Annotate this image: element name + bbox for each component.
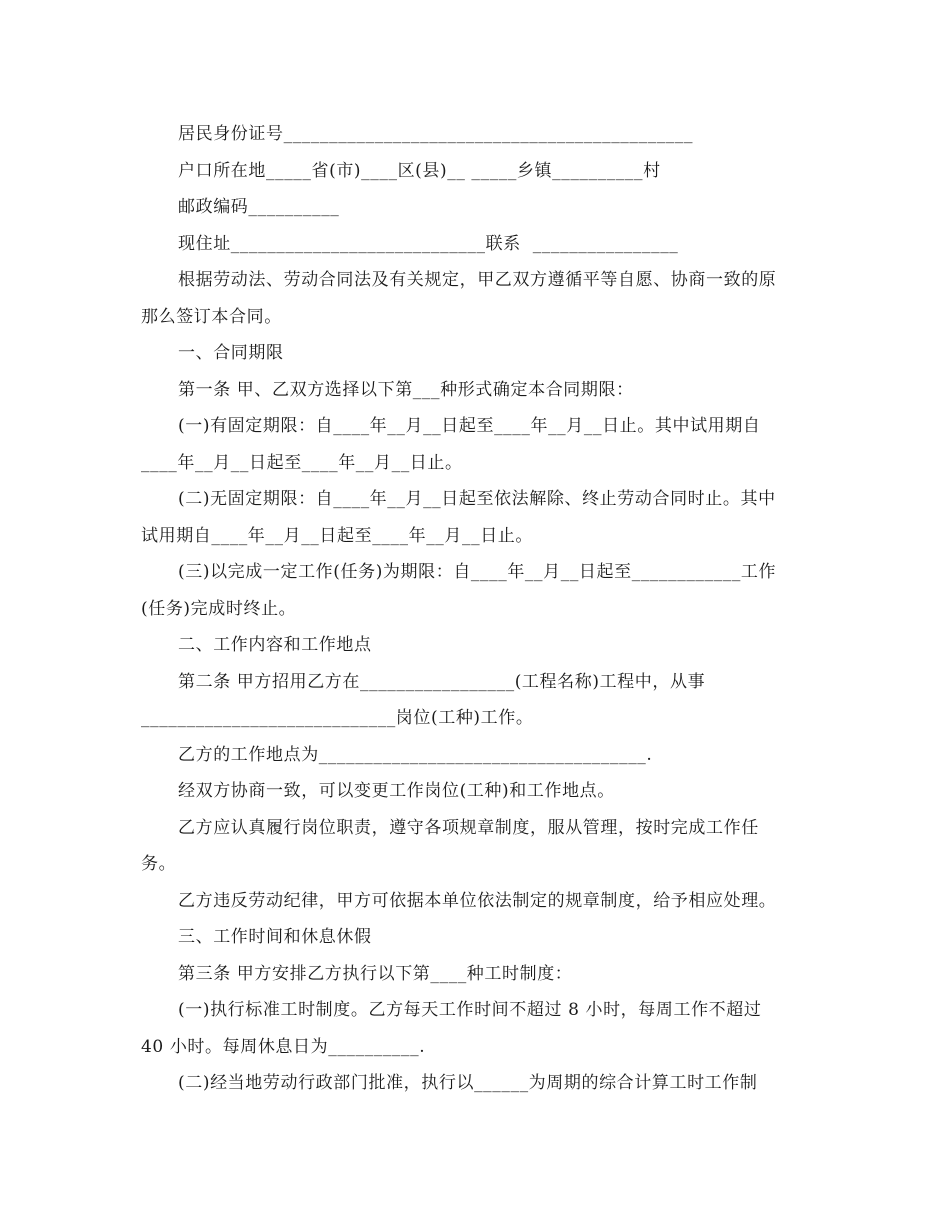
document-line: (二)经当地劳动行政部门批准，执行以______为周期的综合计算工时工作制 <box>178 1073 758 1093</box>
document-line: 一、合同期限 <box>178 343 284 363</box>
document-line: 邮政编码__________ <box>178 197 340 217</box>
document-line: 乙方的工作地点为____________________________________. <box>178 744 653 765</box>
document-line: 户口所在地_____省(市)____区(县)__ _____乡镇__________村 <box>178 160 661 181</box>
document-line: 经双方协商一致，可以变更工作岗位(工种)和工作地点。 <box>178 781 615 801</box>
document-line: ____年__月__日起至____年__月__日止。 <box>141 452 463 473</box>
document-line: 第二条 甲方招用乙方在_________________(工程名称)工程中，从事 <box>178 671 706 692</box>
document-line: (二)无固定期限：自____年__月__日起至依法解除、终止劳动合同时止。其中 <box>178 489 776 509</box>
document-line: 乙方违反劳动纪律，甲方可依据本单位依法制定的规章制度，给予相应处理。 <box>178 890 777 911</box>
document-line: 三、工作时间和休息休假 <box>178 927 372 947</box>
document-line: 试用期自____年__月__日起至____年__月__日止。 <box>141 525 533 546</box>
document-line: 40 小时。每周休息日为__________. <box>141 1036 426 1057</box>
document-line: (三)以完成一定工作(任务)为期限：自____年__月__日起至____________工作 <box>178 562 777 582</box>
document-line: (一)执行标准工时制度。乙方每天工作时间不超过 8 小时，每周工作不超过 <box>178 1000 762 1020</box>
document-line: (任务)完成时终止。 <box>141 598 297 619</box>
document-line: ____________________________岗位(工种)工作。 <box>141 708 534 728</box>
contract-body <box>141 116 813 1102</box>
document-line: 务。 <box>141 854 177 874</box>
document-line: (一)有固定期限：自____年__月__日起至____年__月__日止。其中试用期自 <box>178 416 761 436</box>
document-line: 现住址____________________________联系 ________________ <box>178 233 679 254</box>
document-line: 那么签订本合同。 <box>141 306 282 327</box>
document-line: 第三条 甲方安排乙方执行以下第____种工时制度： <box>178 963 573 984</box>
document-line: 居民身份证号_____________________________________________ <box>178 124 694 144</box>
document-line: 乙方应认真履行岗位职责，遵守各项规章制度，服从管理，按时完成工作任 <box>178 817 759 838</box>
document-line: 第一条 甲、乙双方选择以下第___种形式确定本合同期限： <box>178 379 634 400</box>
document-line: 根据劳动法、劳动合同法及有关规定，甲乙双方遵循平等自愿、协商一致的原 <box>178 270 777 290</box>
document-line: 二、工作内容和工作地点 <box>178 635 372 655</box>
